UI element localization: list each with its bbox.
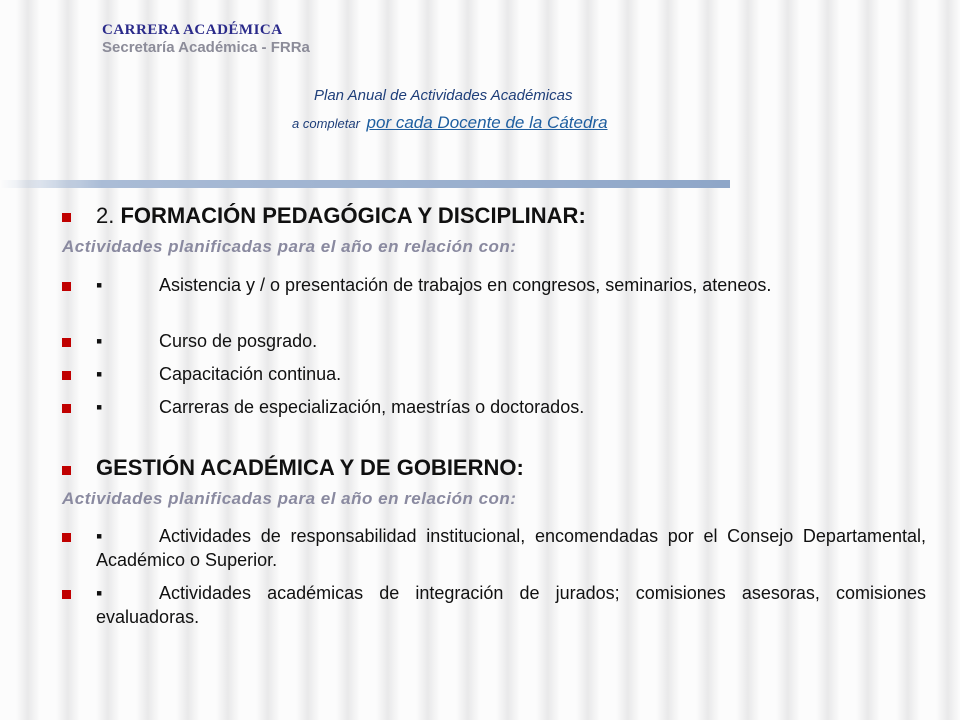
section1-item-text: Carreras de especialización, maestrías o doctorados. — [159, 397, 585, 417]
section1-item — [96, 329, 926, 353]
sub-bullet-icon: ▪ — [96, 397, 103, 417]
section1-item — [96, 395, 926, 419]
section1-heading — [96, 204, 586, 228]
sub-bullet-icon: ▪ — [96, 331, 103, 351]
bullet-square-icon — [62, 466, 71, 475]
header — [102, 22, 310, 57]
sub-bullet-icon: ▪ — [96, 526, 103, 546]
sub-bullet-icon: ▪ — [96, 275, 103, 295]
plan-subtitle — [292, 113, 608, 133]
plan-subtitle-link[interactable]: por cada Docente de la Cátedra — [366, 113, 608, 132]
section1-item — [96, 273, 926, 297]
section1-intro: Actividades planificadas para el año en relación con: — [62, 237, 517, 256]
section2-heading — [96, 456, 524, 480]
section1-item-text: Capacitación continua. — [159, 364, 342, 384]
section2-intro: Actividades planificadas para el año en relación con: — [62, 489, 517, 508]
section1-number: 2. — [96, 203, 115, 228]
sub-bullet-icon: ▪ — [96, 583, 103, 603]
section1-item — [96, 362, 926, 386]
divider-bar — [0, 180, 730, 188]
section2-item — [96, 524, 926, 572]
bullet-square-icon — [62, 404, 71, 413]
section2-item-text: Actividades de responsabilidad institucional, encomendadas por el Consejo Departamental, Académico o Superior. — [96, 526, 926, 570]
section2-title: GESTIÓN ACADÉMICA Y DE GOBIERNO: — [96, 455, 524, 480]
bullet-square-icon — [62, 282, 71, 291]
plan-title: Plan Anual de Actividades Académicas — [314, 87, 573, 104]
career-title: CARRERA ACADÉMICA — [102, 22, 283, 38]
bullet-square-icon — [62, 371, 71, 380]
sub-bullet-icon: ▪ — [96, 364, 103, 384]
bullet-square-icon — [62, 213, 71, 222]
section1-item-text: Curso de posgrado. — [159, 331, 318, 351]
section1-title: FORMACIÓN PEDAGÓGICA Y DISCIPLINAR: — [120, 203, 586, 228]
section2-item-text: Actividades académicas de integración de jurados; comisiones asesoras, comisiones evaluadoras. — [96, 583, 926, 627]
section1-item-text: Asistencia y / o presentación de trabajos en congresos, seminarios, ateneos. — [159, 275, 772, 295]
section2-item — [96, 581, 926, 629]
career-subtitle: Secretaría Académica - FRRa — [102, 39, 310, 56]
bullet-square-icon — [62, 338, 71, 347]
bullet-square-icon — [62, 590, 71, 599]
bullet-square-icon — [62, 533, 71, 542]
plan-subtitle-prefix: a completar — [292, 116, 360, 131]
